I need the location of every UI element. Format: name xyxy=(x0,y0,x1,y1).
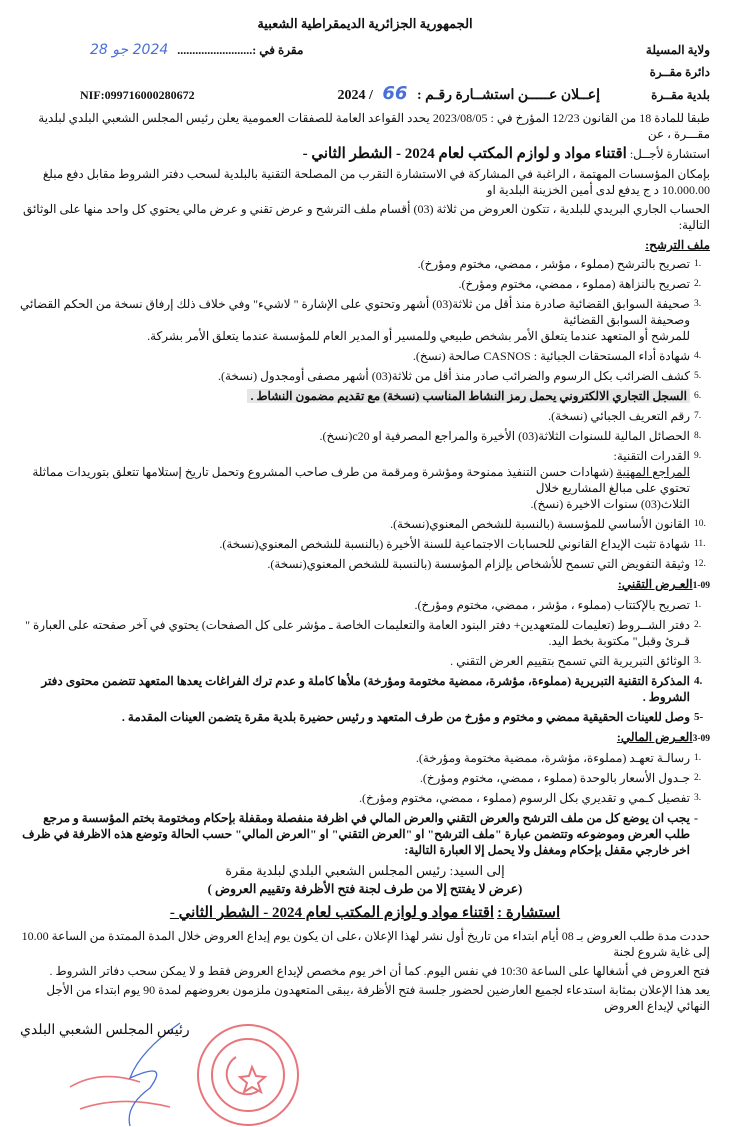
list-item xyxy=(20,516,710,532)
stamp-name-text xyxy=(70,1077,170,1109)
document-page xyxy=(20,16,710,1127)
subject-line xyxy=(20,146,710,162)
republic-title: الجمهورية الجزائرية الديمقراطية الشعبية xyxy=(257,16,473,31)
item-number: 5. xyxy=(694,371,702,381)
item-number: 3. xyxy=(694,299,702,309)
item-text: تفصيل كـمي و تقديري بكل الرسوم (مملوء ، ممضي، مختوم ومؤرخ). xyxy=(359,791,690,805)
item-text: تصريح بالنزاهة (مملوء ، ممضي، مختوم ومؤرخ). xyxy=(458,277,690,291)
wilaya: ولاية المسيلة xyxy=(645,43,710,57)
list-item xyxy=(20,556,710,572)
subject: اقتناء مواد و لوازم المكتب لعام 2024 - الشطر الثاني - xyxy=(302,146,627,162)
item-text: الوثائق التبريرية التي تسمح بتقييم العرض التقني . xyxy=(450,654,690,668)
intro-line: طبقا للمادة 18 من القانون 12/23 المؤرخ في : 2023/08/05 يحدد القواعد العامة للصفقات العمومية يعلن رئيس المجلس الشعبي البلدي لبلدية مقـــرة ، عن xyxy=(38,111,710,141)
handwritten-date: 2024 جو 28 xyxy=(90,42,169,58)
envelope-addressee: إلى السيد: رئيس المجلس الشعبي البلدي لبلدية مقرة xyxy=(225,863,505,878)
list-item xyxy=(20,296,710,344)
nif: NIF:099716000280672 xyxy=(80,88,195,102)
item-text: كشف الضرائب بكل الرسوم والضرائب صادر منذ أقل من ثلاثة(03) أشهر مصفى أومجدول (نسخة). xyxy=(217,369,690,383)
item-number: 2. xyxy=(694,620,702,630)
item-number: 4. xyxy=(694,351,702,361)
closing-line: يعد هذا الإعلان بمثابة استدعاء لجميع العارضين لحضور جلسة فتح الأظرفة ،يبقى المتعهدون ملزمون بعروضهم لمدة 90 يوم ابتداء من الأجل النهائي لإيداع العروض xyxy=(46,983,710,1013)
closing-line: حددت مدة طلب العروض بـ 08 أيام ابتداء من تاريخ أول نشر لهذا الإعلان ،على ان يكون يوم إيداع العروض خلال المدة الممتدة من الساعة 10.00 إلى غاية شروع لجنة xyxy=(21,929,710,959)
item-text: رقم التعريف الجبائي (نسخة). xyxy=(548,409,690,423)
professional-references-text: (شهادات حسن التنفيذ ممنوحة ومؤشرة ومرقمة من طرف صاحب المشروع وتحمل تاريخ إستلامها تتعلق بتوريدات مماثلة تحتوي على مبالغ المشاريع خلال xyxy=(32,465,690,495)
item-number: 2. xyxy=(694,773,702,783)
item-number: 3. xyxy=(694,793,702,803)
item-number: 3. xyxy=(694,656,702,666)
item-number: 11. xyxy=(694,539,706,549)
list-item xyxy=(20,653,710,669)
item-text: المذكرة التقنية التبريرية (مملوءة، مؤشرة، ممضية مختومة ومؤرخة) ملأها كاملة و عدم ترك الفراغات يعدها المتعهد تتضمن محتوى دفتر الشروط . xyxy=(41,674,690,704)
item-number: 1. xyxy=(694,259,702,269)
item-text: تصريح بالترشح (مملوء ، مؤشر ، ممضي، مختوم ومؤرخ). xyxy=(417,257,690,271)
item-continuation: الثلاث(03) سنوات الاخيرة (نسخ). xyxy=(530,497,690,511)
list-item xyxy=(20,276,710,292)
item-text: دفتر الشــروط (تعليمات للمتعهدين+ دفتر البنود العامة والتعليمات الخاصة ـ مؤشر على كل الصفحات) يحتوي في آخر صفحته على العبارة " قـرئ وقبل" مكتوبة بخط اليد. xyxy=(25,618,690,648)
list-item xyxy=(20,750,710,766)
list-item xyxy=(20,790,710,806)
item-number: 6. xyxy=(694,391,702,401)
subject: اقتناء مواد و لوازم المكتب لعام 2024 - الشطر الثاني - xyxy=(169,905,495,921)
item-text: شهادة تثبت الإيداع القانوني للحسابات الاجتماعية للسنة الأخيرة (بالنسبة للشخص المعنوي(نسخة). xyxy=(219,537,690,551)
item-text: وثيقة التفويض التي تسمح للأشخاص بإلزام المؤسسة (بالنسبة للشخص المعنوي(نسخة). xyxy=(267,557,690,571)
item-number: 7. xyxy=(694,411,702,421)
item-text: تصريح بالإكتتاب (مملوء ، مؤشر ، ممضي، مختوم ومؤرخ). xyxy=(414,598,690,612)
section-number: 3-09 xyxy=(692,734,710,744)
list-item xyxy=(20,536,710,552)
subject-prefix: استشارة لأجــل: xyxy=(629,147,710,161)
item-number: 12. xyxy=(694,559,706,569)
commune: بلدية مقــرة xyxy=(651,88,710,102)
technical-title: العـرض التقني: xyxy=(617,577,693,591)
item-text: السجل التجاري الالكتروني يحمل رمز النشاط المناسب (نسخة) مع تقديم مضمون النشاط . xyxy=(247,389,690,403)
item-text: رسالـة تعهـد (مملوءة، مؤشرة، ممضية مختومة ومؤرخة). xyxy=(415,751,690,765)
candidacy-title: ملف الترشح: xyxy=(645,238,710,252)
item-number: 9. xyxy=(694,451,702,461)
envelope-instructions xyxy=(20,810,710,858)
envelope-note: (عرض لا يفتتح إلا من طرف لجنة فتح الأظرفة وتقييم العروض ) xyxy=(207,882,523,896)
header-row-1 xyxy=(20,42,710,58)
dash-bullet: - xyxy=(694,811,698,825)
item-continuation: للمرشح أو المتعهد عندما يتعلق الأمر بشخص طبيعي وللمسير أو المدير العام للمؤسسة عندما يتعلق الأمر بشركة. xyxy=(147,329,690,343)
list-item xyxy=(20,388,710,404)
technical-heading xyxy=(20,576,710,594)
item-number: 1. xyxy=(694,600,702,610)
envelope-subject xyxy=(20,902,710,924)
item-text: الحصائل المالية للسنوات الثلاثة(03) الأخيرة والمراجع المصرفية او c20(نسخ). xyxy=(319,429,690,443)
section-number: 1-09 xyxy=(692,581,710,591)
announcement-heading xyxy=(195,83,600,104)
announcement-number: 66 xyxy=(382,83,408,104)
stamp-inner-ring xyxy=(212,1039,284,1111)
list-item xyxy=(20,348,710,364)
closing-line: فتح العروض في أشغالها على الساعة 10:30 في نفس اليوم. كما أن اخر يوم مخصص لإيداع العروض فقط و لا يمكن سحب دفاتر الشروط . xyxy=(49,964,710,978)
item-number: 10. xyxy=(694,519,706,529)
item-number: 2. xyxy=(694,279,702,289)
item-text: صحيفة السوابق القضائية صادرة منذ أقل من ثلاثة(03) أشهر وتحتوي على الإشارة " لاشيء" وفي خلاف ذلك إرفاق نسخة من الحكم القضائي وصحيفة السوابق القضائية xyxy=(20,297,690,327)
list-item xyxy=(20,256,710,272)
item-number: 8. xyxy=(694,431,702,441)
list-item xyxy=(20,408,710,424)
financial-title: العـرض المالي: xyxy=(616,730,693,744)
list-item xyxy=(20,597,710,613)
envelope-line: عبارة "ملف الترشح" او "العرض التقني" او "العرض المالي" حسب الحالة وتوضع هذه الاظرفة في ظرف اخر خارجي مقفل بإحكام ومغفل ولا يحمل إلا العبارة التالية: xyxy=(22,827,690,857)
subject-prefix: استشارة : xyxy=(497,905,561,921)
announcement-title: إعــلان عـــــن استشــارة رقـم : xyxy=(416,88,600,103)
envelope-line: يجب ان يوضع كل من ملف الترشح والعرض التقني والعرض المالي في اظرفة منفصلة ومقفلة بإحكام ومختومة بختم المؤسسة و مرجع طلب العرض وموضوعه وتتضمن xyxy=(43,811,690,841)
item-text: شهادة أداء المستحقات الجبائية : CASNOS صالحة (نسخ). xyxy=(412,349,690,363)
item-number: 1. xyxy=(694,753,702,763)
list-item xyxy=(20,617,710,649)
list-item xyxy=(20,448,710,512)
list-item xyxy=(20,709,710,725)
professional-references-label: المراجع المهنية xyxy=(616,465,690,479)
item-number: 4. xyxy=(694,675,703,687)
list-item xyxy=(20,368,710,384)
star-icon xyxy=(240,1067,265,1092)
financial-heading xyxy=(20,729,710,747)
list-item xyxy=(20,428,710,444)
item-text: القدرات التقنية: xyxy=(613,449,690,463)
signature-block xyxy=(20,1017,710,1127)
item-text: القانون الأساسي للمؤسسة (بالنسبة للشخص المعنوي(نسخة). xyxy=(390,517,690,531)
list-item xyxy=(20,770,710,786)
item-text: جـدول الأسعار بالوحدة (مملوء ، ممضي، مختوم ومؤرخ). xyxy=(419,771,690,785)
announcement-year: / 2024 xyxy=(337,88,373,103)
daira: دائرة مقــرة xyxy=(649,65,710,79)
place-date-group xyxy=(90,42,303,58)
place-date: مقرة في :......................... xyxy=(177,43,304,57)
item-number: 5- xyxy=(694,711,704,723)
intro-line: الحساب الجاري البريدي للبلدية ، تتكون العروض من ثلاثة (03) أقسام ملف الترشح و عرض تقني و عرض مالي يحتوي كل واحد منها على الوثائق التالية: xyxy=(22,202,710,232)
list-item xyxy=(20,673,710,705)
header-row-3 xyxy=(20,83,710,104)
intro-line: بإمكان المؤسسات المهتمة ، الراغبة في المشاركة في الاستشارة التقرب من المصلحة التقنية بالبلدية لسحب دفتر الشروط مقابل دفع مبلغ 10.000.00 د ج يدفع لدى أمين الخزينة البلدية او xyxy=(42,167,710,197)
signatory: رئيس المجلس الشعبي البلدي xyxy=(20,1023,190,1038)
item-text: وصل للعينات الحقيقية ممضي و مختوم و مؤرخ من طرف المتعهد و رئيس حضيرة بلدية مقرة يتضمن العينات المقدمة . xyxy=(121,710,690,724)
